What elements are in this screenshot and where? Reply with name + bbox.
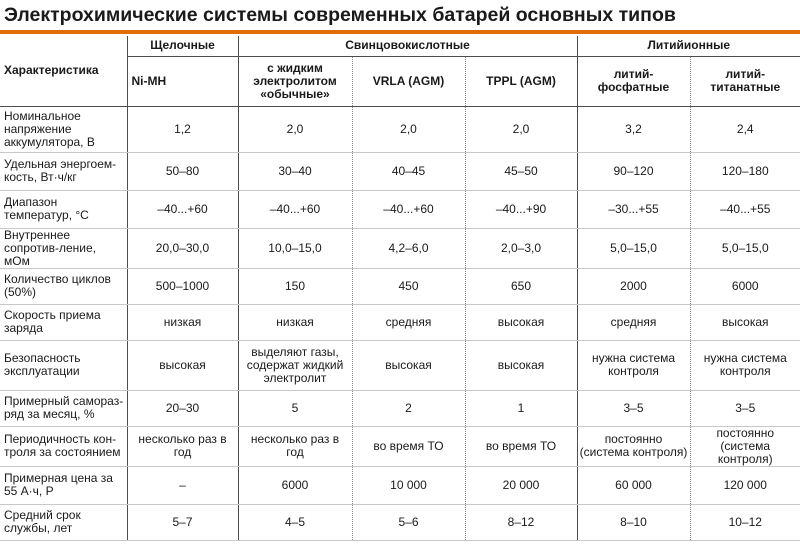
table-cell: 8–12: [465, 504, 577, 540]
table-cell: 450: [352, 268, 465, 304]
table-cell: высокая: [465, 340, 577, 390]
row-label: Скорость приема заряда: [0, 304, 127, 340]
table-cell: высокая: [127, 340, 238, 390]
row-label: Внутреннее сопротив-ление, мОм: [0, 228, 127, 268]
row-label: Периодичность кон-троля за состоянием: [0, 426, 127, 466]
table-cell: средняя: [352, 304, 465, 340]
table-cell: –40...+55: [690, 190, 800, 228]
row-label: Примерный самораз-ряд за месяц, %: [0, 390, 127, 426]
table-cell: 10,0–15,0: [238, 228, 352, 268]
table-cell: 5–7: [127, 504, 238, 540]
table-cell: 20,0–30,0: [127, 228, 238, 268]
row-label: Средний срок службы, лет: [0, 504, 127, 540]
table-cell: 500–1000: [127, 268, 238, 304]
table-row: [0, 340, 800, 390]
table-cell: 4–5: [238, 504, 352, 540]
table-row: [0, 304, 800, 340]
table-cell: –: [127, 466, 238, 504]
table-cell: 1: [465, 390, 577, 426]
header-type-nimh: Ni-MH: [127, 56, 238, 106]
row-label: Количество циклов (50%): [0, 268, 127, 304]
table-cell: несколько раз в год: [238, 426, 352, 466]
table-cell: выделяют газы, содержат жидкий электролит: [238, 340, 352, 390]
row-label: Диапазон температур, °С: [0, 190, 127, 228]
table-cell: –40...+60: [238, 190, 352, 228]
table-cell: 20 000: [465, 466, 577, 504]
table-row: [0, 228, 800, 268]
table-cell: –30...+55: [577, 190, 690, 228]
table-row: [0, 390, 800, 426]
table-cell: во время ТО: [465, 426, 577, 466]
table-cell: 45–50: [465, 152, 577, 190]
page-title: Электрохимические системы современных батарей основных типов: [4, 4, 676, 26]
table-cell: 60 000: [577, 466, 690, 504]
table-cell: 5–6: [352, 504, 465, 540]
header-group-lead-acid: Свинцовокислотные: [238, 36, 577, 56]
table-body: [0, 106, 800, 540]
table-cell: нужна система контроля: [690, 340, 800, 390]
table-cell: постоянно (система контроля): [577, 426, 690, 466]
table-cell: высокая: [465, 304, 577, 340]
table-cell: 2,4: [690, 106, 800, 152]
table-cell: 650: [465, 268, 577, 304]
table-cell: 120 000: [690, 466, 800, 504]
table-cell: 10–12: [690, 504, 800, 540]
table-cell: –40...+90: [465, 190, 577, 228]
header-type-lto: литий-титанатные: [690, 56, 800, 106]
table-cell: 30–40: [238, 152, 352, 190]
table-cell: 120–180: [690, 152, 800, 190]
table-cell: –40...+60: [352, 190, 465, 228]
table-cell: 2,0: [352, 106, 465, 152]
table-cell: 2000: [577, 268, 690, 304]
table-row: [0, 152, 800, 190]
table-cell: 2,0: [465, 106, 577, 152]
header-type-tppl: TPPL (AGM): [465, 56, 577, 106]
table-cell: низкая: [238, 304, 352, 340]
table-cell: 2,0: [238, 106, 352, 152]
table-row: [0, 190, 800, 228]
table-cell: 90–120: [577, 152, 690, 190]
table-row: [0, 504, 800, 540]
table-cell: 20–30: [127, 390, 238, 426]
table-cell: средняя: [577, 304, 690, 340]
table-cell: 2,0–3,0: [465, 228, 577, 268]
table-cell: постоянно (система контроля): [690, 426, 800, 466]
row-label: Номинальное напряжение аккумулятора, В: [0, 106, 127, 152]
row-label: Безопасность эксплуатации: [0, 340, 127, 390]
table-cell: несколько раз в год: [127, 426, 238, 466]
title-accent-rule: [0, 30, 800, 34]
header-group-alkaline: Щелочные: [127, 36, 238, 56]
table-row: [0, 106, 800, 152]
table-cell: 4,2–6,0: [352, 228, 465, 268]
table-cell: низкая: [127, 304, 238, 340]
table-cell: во время ТО: [352, 426, 465, 466]
table-cell: 5,0–15,0: [577, 228, 690, 268]
table-cell: 3–5: [690, 390, 800, 426]
table-cell: 150: [238, 268, 352, 304]
table-cell: 1,2: [127, 106, 238, 152]
table-cell: высокая: [690, 304, 800, 340]
table-cell: –40...+60: [127, 190, 238, 228]
table-cell: 3–5: [577, 390, 690, 426]
row-label: Примерная цена за 55 А·ч, Р: [0, 466, 127, 504]
table-cell: 6000: [690, 268, 800, 304]
battery-comparison-table: [0, 36, 800, 541]
header-type-vrla: VRLA (AGM): [352, 56, 465, 106]
table-cell: 6000: [238, 466, 352, 504]
header-characteristic: Характеристика: [0, 36, 127, 106]
table-row: [0, 268, 800, 304]
table-cell: высокая: [352, 340, 465, 390]
header-type-lfp: литий-фосфатные: [577, 56, 690, 106]
table-cell: 5,0–15,0: [690, 228, 800, 268]
row-label: Удельная энергоем-кость, Вт·ч/кг: [0, 152, 127, 190]
table-cell: 50–80: [127, 152, 238, 190]
header-type-flooded: с жидким электролитом «обычные»: [238, 56, 352, 106]
table-cell: 8–10: [577, 504, 690, 540]
header-group-lithium: Литийионные: [577, 36, 800, 56]
table-cell: 3,2: [577, 106, 690, 152]
table-cell: 10 000: [352, 466, 465, 504]
table-cell: 40–45: [352, 152, 465, 190]
table-row: [0, 426, 800, 466]
table-cell: 2: [352, 390, 465, 426]
table-cell: нужна система контроля: [577, 340, 690, 390]
table-cell: 5: [238, 390, 352, 426]
table-row: [0, 466, 800, 504]
